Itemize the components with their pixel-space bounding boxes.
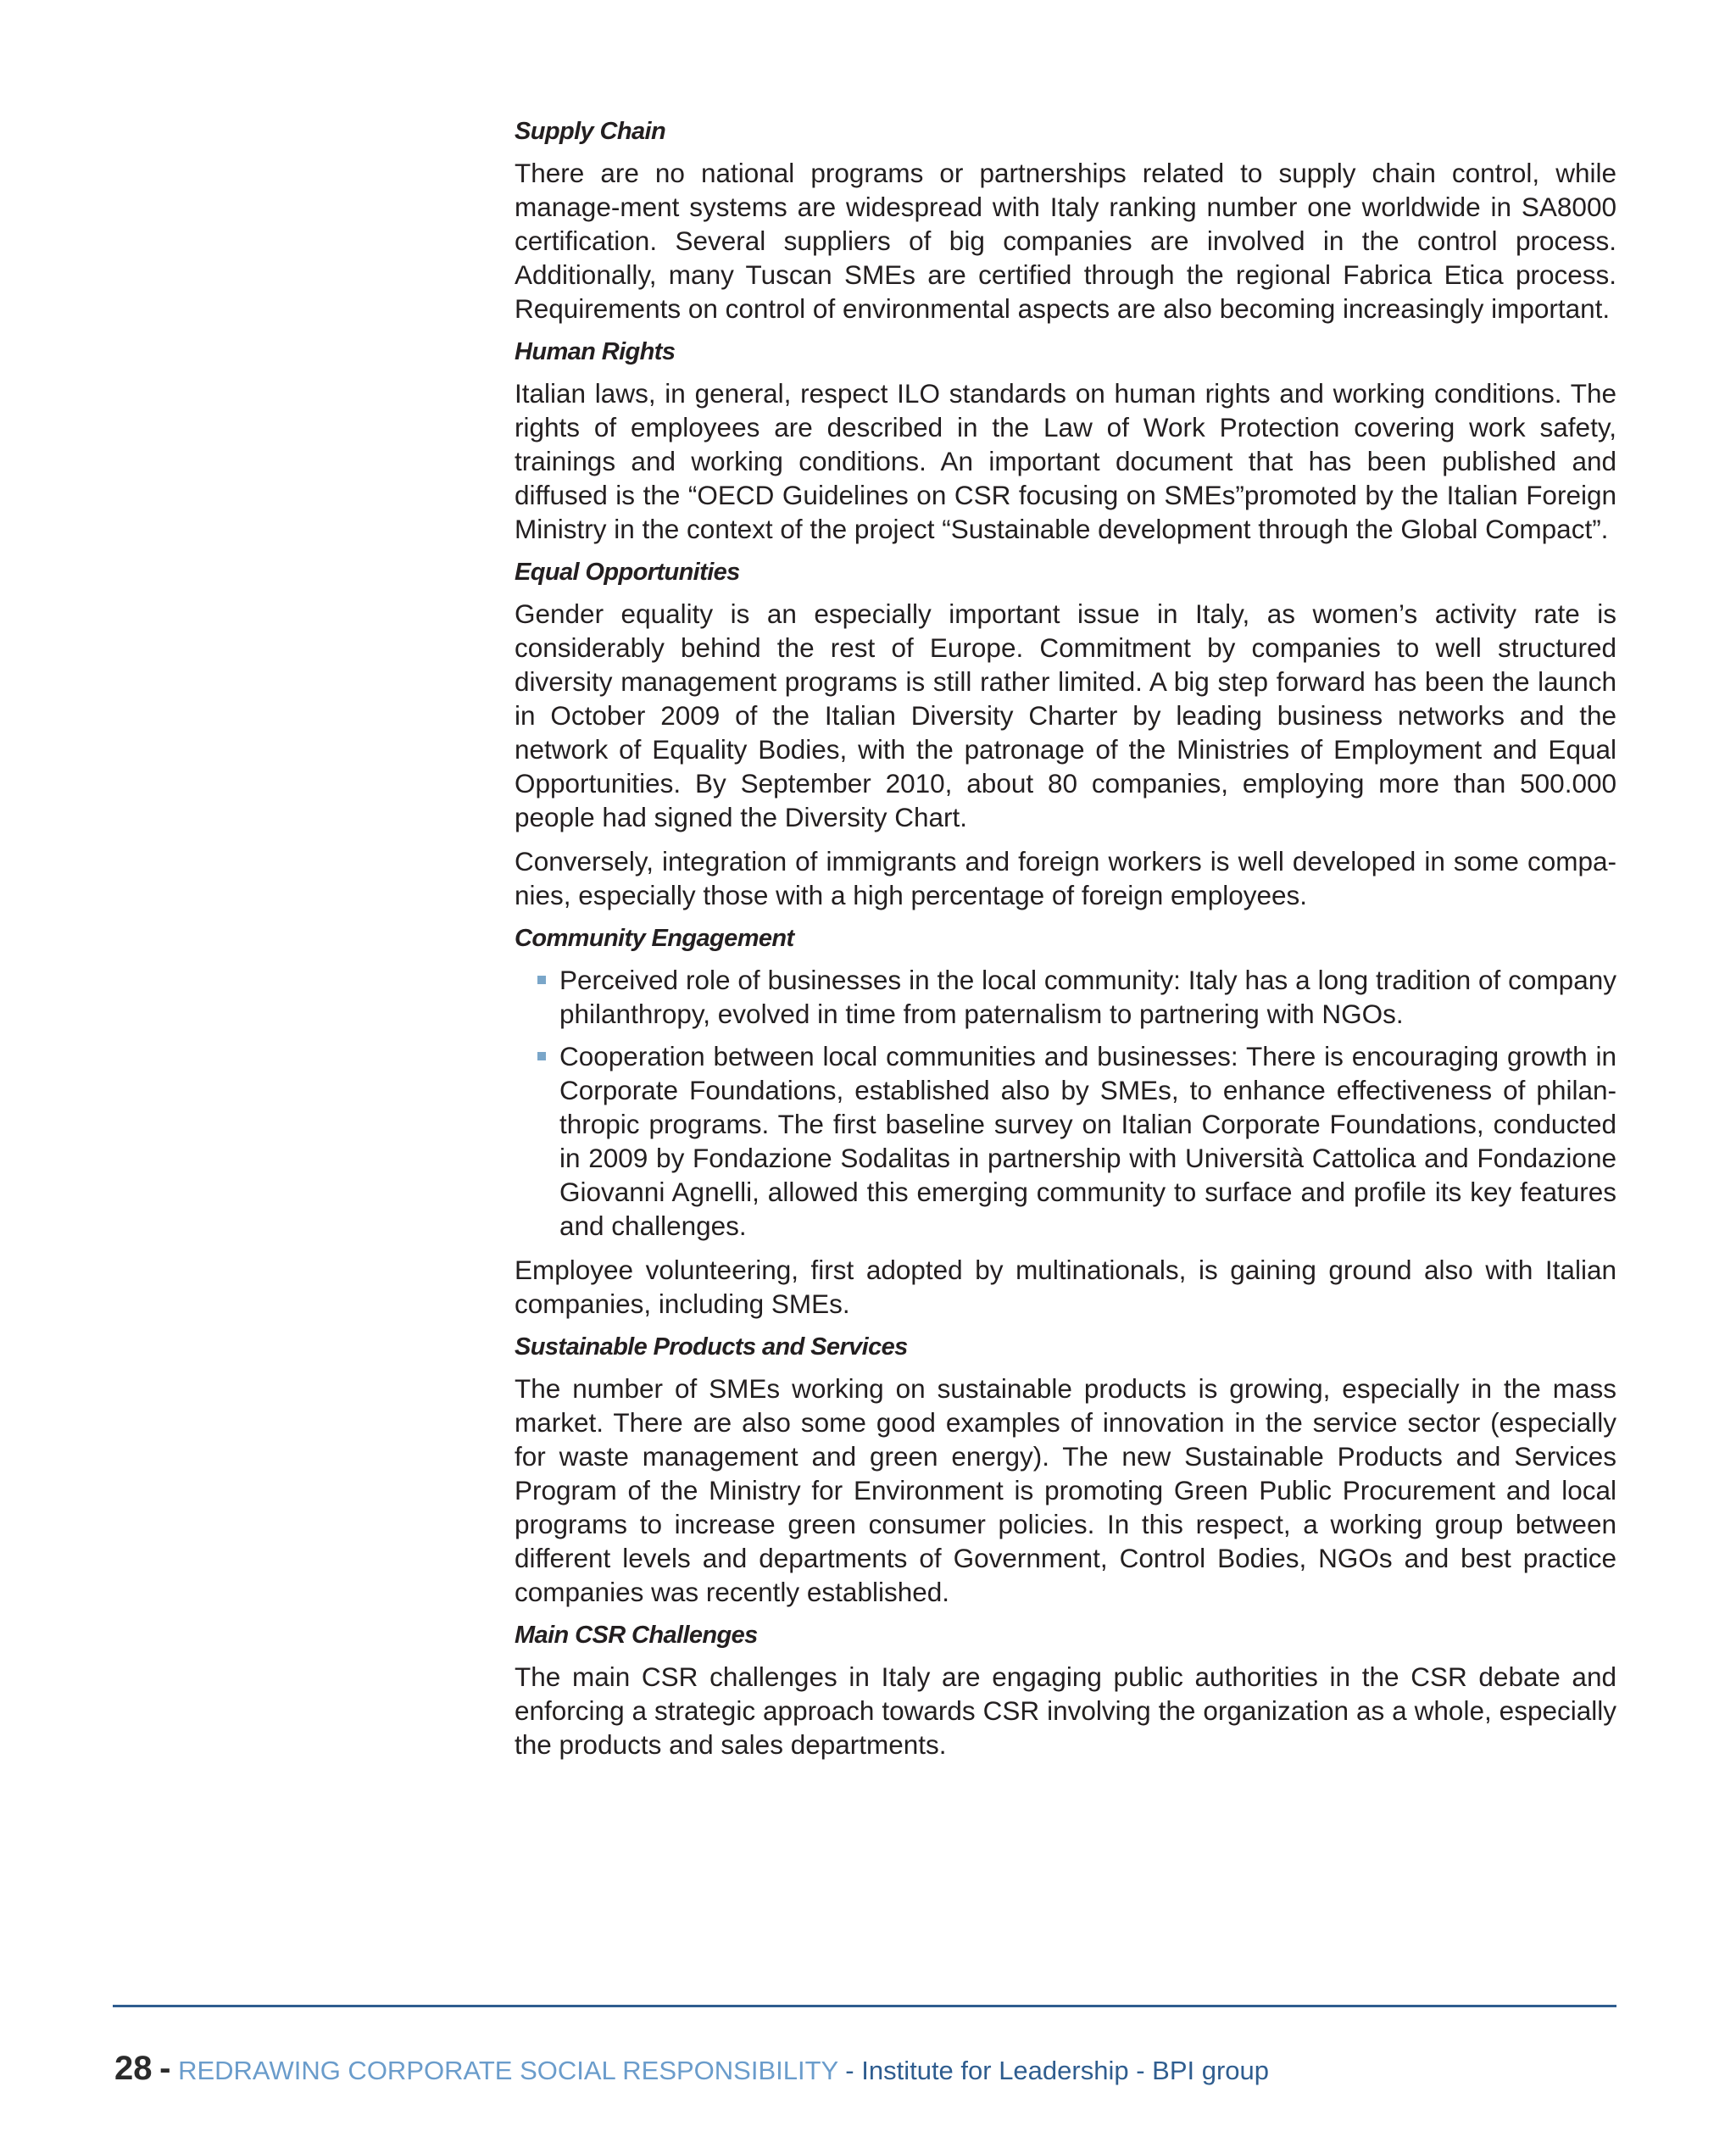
- section-community-engagement: [515, 924, 1616, 1321]
- paragraph: Gender equality is an especially important issue in Italy, as women’s activity rate is considerably behind the rest of Europe. Commitment by companies to well structured diversity management programs is still rather limited. A big step forward has been the launch in October 2009 of the Italian Diversity Charter by leading business networks and the network of Equality Bodies, with the patronage of the Ministries of Employment and Equal Opportunities. By September 2010, about 80 companies, employing more than 500.000 people had signed the Diversity Chart.: [515, 598, 1616, 832]
- section-main-challenges: [515, 1621, 1616, 1761]
- footer-series-title: REDRAWING CORPORATE SOCIAL RESPONSIBILITY: [178, 2056, 838, 2085]
- section-heading: Main CSR Challenges: [515, 1622, 758, 1649]
- section-human-rights: [515, 337, 1616, 546]
- paragraph: The number of SMEs working on sustainable products is growing, especially in the mass market. There are also some good examples of innovation in the service sector (especially for waste management and green energy). The new Sustainable Products and Services Program of the Ministry for Environment is promoting Green Public Procurement and local programs to increase green consumer policies. In this respect, a working group between different levels and departments of Government, Control Bodies, NGOs and best practice companies was recently established.: [515, 1373, 1616, 1607]
- page-footer: [114, 2047, 1269, 2092]
- paragraph: Conversely, integration of immigrants and foreign workers is well developed in some compa-nies, especially those with a high percentage of foreign employees.: [515, 846, 1616, 910]
- list-item: [515, 1039, 1616, 1243]
- square-bullet-icon: [537, 976, 546, 984]
- footer-organization: - Institute for Leadership - BPI group: [845, 2056, 1270, 2085]
- section-sustainable-products: [515, 1333, 1616, 1609]
- bullet-list: [515, 963, 1616, 1243]
- paragraph: Employee volunteering, first adopted by multinationals, is gaining ground also with Italian companies, including SMEs.: [515, 1255, 1616, 1319]
- section-equal-opportunities: [515, 558, 1616, 912]
- section-heading: Human Rights: [515, 338, 676, 365]
- paragraph: The main CSR challenges in Italy are engaging public authorities in the CSR debate and enforcing a strategic approach towards CSR involving the organization as a whole, especially the products and sales departments.: [515, 1661, 1616, 1760]
- main-content: [515, 117, 1616, 1773]
- section-heading: Equal Opportunities: [515, 559, 740, 586]
- list-item: [515, 963, 1616, 1031]
- paragraph: There are no national programs or partnerships related to supply chain control, while manage-ment systems are widespread with Italy ranking number one worldwide in SA8000 certification. Several suppliers of big companies are involved in the control process. Additionally, many Tuscan SMEs are certified through the regional Fabrica Etica process. Requirements on control of environmental aspects are also becoming increasingly important.: [515, 158, 1616, 324]
- section-heading: Community Engagement: [515, 925, 794, 952]
- section-heading: Supply Chain: [515, 118, 666, 145]
- section-supply-chain: [515, 117, 1616, 326]
- section-heading: Sustainable Products and Services: [515, 1333, 908, 1361]
- footer-separator: -: [159, 2050, 171, 2087]
- page-number: 28: [114, 2050, 153, 2087]
- paragraph: Italian laws, in general, respect ILO standards on human rights and working conditions. The rights of employees are described in the Law of Work Protection covering work safety, trainings and working conditions. An important document that has been published and diffused is the “OECD Guidelines on CSR focusing on SMEs”promoted by the Italian Foreign Ministry in the context of the project “Sustainable development through the Global Compact”.: [515, 378, 1616, 544]
- list-item-text: Perceived role of businesses in the local community: Italy has a long tradition of company philanthropy, evolved in time from paternalism to partnering with NGOs.: [559, 965, 1616, 1029]
- footer-divider: [113, 2005, 1616, 2007]
- list-item-text: Cooperation between local communities and businesses: There is encouraging growth in Corporate Foundations, established also by SMEs, to enhance effectiveness of philan-thropic programs. The first baseline survey on Italian Corporate Foundations, conducted in 2009 by Fondazione Sodalitas in partnership with Università Cattolica and Fondazione Giovanni Agnelli, allowed this emerging community to surface and profile its key features and challenges.: [559, 1041, 1616, 1241]
- square-bullet-icon: [537, 1052, 546, 1060]
